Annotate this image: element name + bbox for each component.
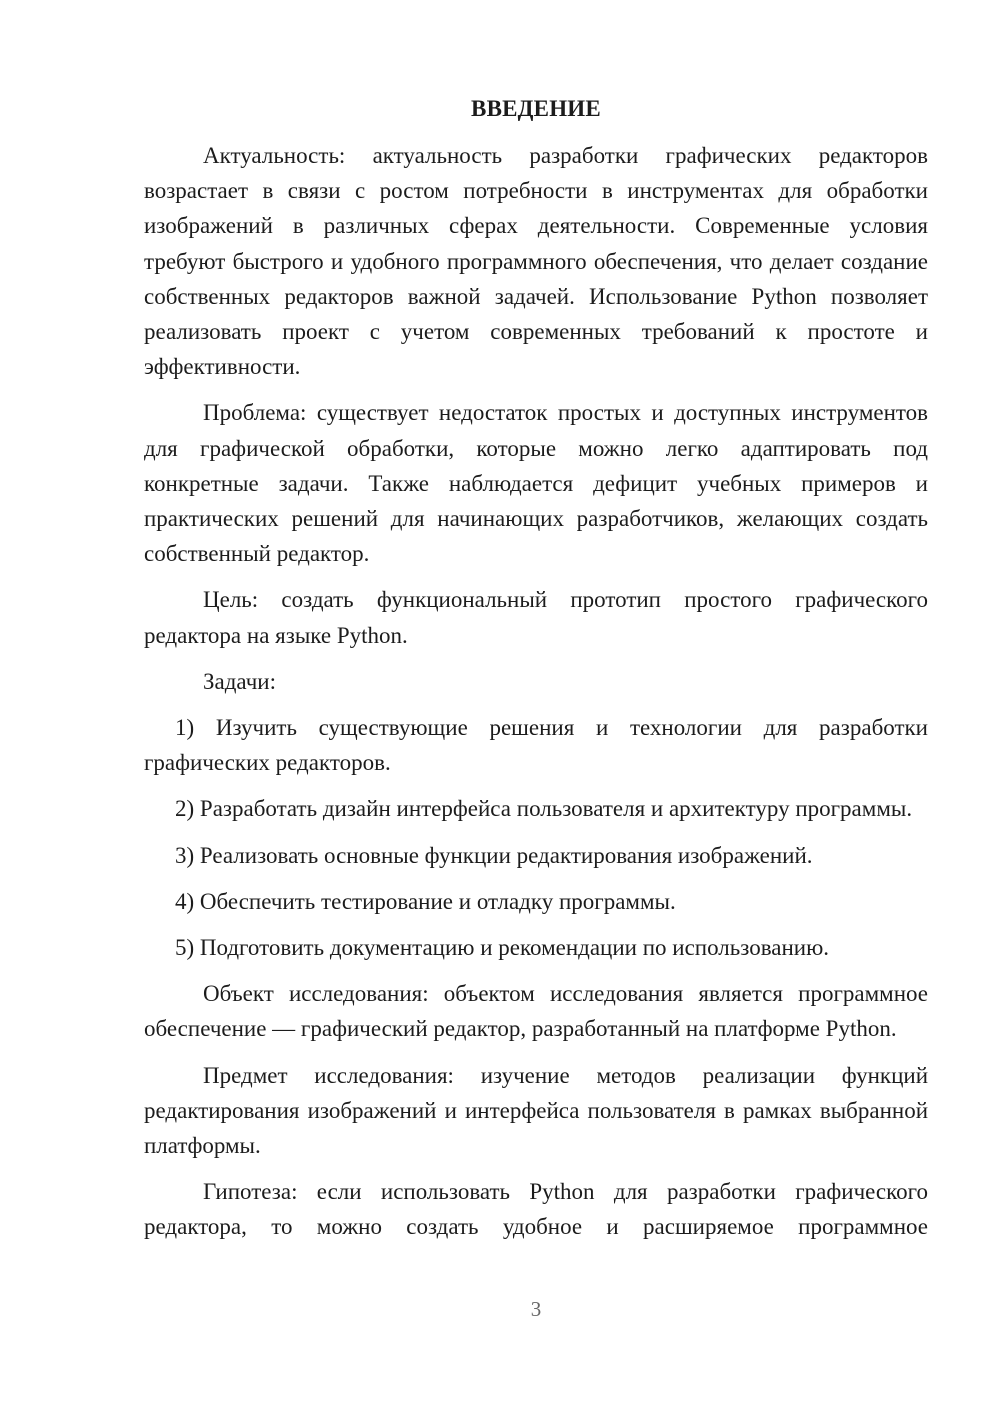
paragraph-problem: Проблема: существует недостаток простых и доступных инструментов для графической обработки, которые можно легко адаптировать под конкретные задачи. Также наблюдается дефицит учебных примеров и практических решений для начинающих разработчиков, желающих создать собственный редактор. — [144, 400, 928, 567]
section-title: ВВЕДЕНИЕ — [471, 96, 601, 121]
task-item-3: 3) Реализовать основные функции редактирования изображений. — [175, 842, 813, 868]
task-item-2: 2) Разработать дизайн интерфейса пользователя и архитектуру программы. — [175, 796, 913, 822]
task-item-5: 5) Подготовить документацию и рекомендации по использованию. — [175, 935, 830, 961]
task-item-1: 1) Изучить существующие решения и технологии для разработки графических редакторов. — [144, 715, 928, 776]
paragraph-relevance: Актуальность: актуальность разработки графических редакторов возрастает в связи с ростом потребности в инструментах для обработки изображений в различных сферах деятельности. Современные условия требуют быстрого и удобного программного обеспечения, что делает создание собственных редакторов важной задачей. Использование Python позволяет реализовать проект с учетом современных требований к простоте и эффективности. — [144, 143, 928, 380]
paragraph-hypothesis: Гипотеза: если использовать Python для разработки графического редактора, то можно создать удобное и расширяемое программное — [144, 1179, 928, 1240]
paragraph-subject: Предмет исследования: изучение методов реализации функций редактирования изображений и интерфейса пользователя в рамках выбранной платформы. — [144, 1062, 928, 1159]
tasks-heading: Задачи: — [203, 668, 276, 694]
task-item-4: 4) Обеспечить тестирование и отладку программы. — [175, 888, 676, 914]
document-page — [144, 92, 928, 1256]
page-number: 3 — [530, 1297, 542, 1321]
paragraph-goal: Цель: создать функциональный прототип простого графического редактора на языке Python. — [144, 587, 928, 648]
paragraph-object: Объект исследования: объектом исследования является программное обеспечение — графический редактор, разработанный на платформе Python. — [144, 981, 928, 1042]
